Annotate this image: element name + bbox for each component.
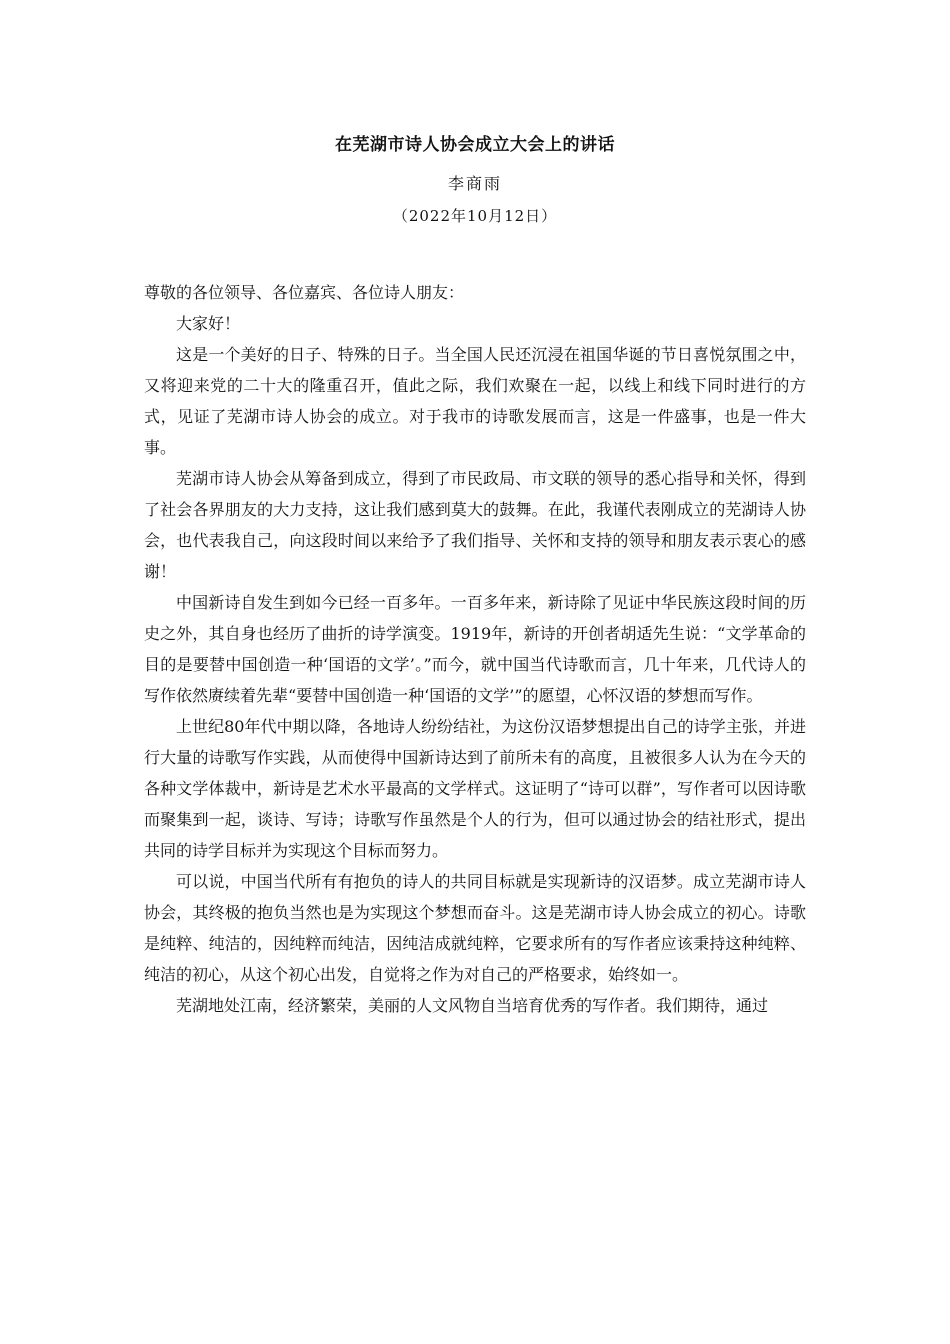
- speech-date: （2022年10月12日）: [392, 207, 558, 225]
- paragraph: 这是一个美好的日子、特殊的日子。当全国人民还沉浸在祖国华诞的节日喜悦氛围之中，又将迎来党的二十大的隆重召开，值此之际，我们欢聚在一起，以线上和线下同时进行的方式，见证了芜湖市诗人协会的成立。对于我市的诗歌发展而言，这是一件盛事，也是一件大事。: [144, 345, 806, 457]
- paragraph: 上世纪80年代中期以降，各地诗人纷纷结社，为这份汉语梦想提出自己的诗学主张，并进行大量的诗歌写作实践，从而使得中国新诗达到了前所未有的高度，且被很多人认为在今天的各种文学体裁中，新诗是艺术水平最高的文学样式。这证明了“诗可以群”，写作者可以因诗歌而聚集到一起，谈诗、写诗；诗歌写作虽然是个人的行为，但可以通过协会的结社形式，提出共同的诗学目标并为实现这个目标而努力。: [144, 717, 806, 860]
- paragraph-greeting: 大家好！: [176, 314, 241, 333]
- author-name: 李商雨: [447, 174, 502, 193]
- paragraph: 芜湖地处江南，经济繁荣，美丽的人文风物自当培育优秀的写作者。我们期待，通过: [176, 996, 769, 1015]
- document-body: [144, 277, 806, 1021]
- document-title: 在芜湖市诗人协会成立大会上的讲话: [335, 135, 615, 155]
- paragraph: 可以说，中国当代所有有抱负的诗人的共同目标就是实现新诗的汉语梦。成立芜湖市诗人协会，其终极的抱负当然也是为实现这个梦想而奋斗。这是芜湖市诗人协会成立的初心。诗歌是纯粹、纯洁的，因纯粹而纯洁，因纯洁成就纯粹，它要求所有的写作者应该秉持这种纯粹、纯洁的初心，从这个初心出发，自觉将之作为对自己的严格要求，始终如一。: [144, 872, 806, 984]
- paragraph: 芜湖市诗人协会从筹备到成立，得到了市民政局、市文联的领导的悉心指导和关怀，得到了社会各界朋友的大力支持，这让我们感到莫大的鼓舞。在此，我谨代表刚成立的芜湖诗人协会，也代表我自己，向这段时间以来给予了我们指导、关怀和支持的领导和朋友表示衷心的感谢！: [144, 469, 806, 581]
- salutation: 尊敬的各位领导、各位嘉宾、各位诗人朋友：: [144, 283, 465, 302]
- paragraph: 中国新诗自发生到如今已经一百多年。一百多年来，新诗除了见证中华民族这段时间的历史之外，其自身也经历了曲折的诗学演变。1919年，新诗的开创者胡适先生说：“文学革命的目的是要替中国创造一种‘国语的文学’。”而今，就中国当代诗歌而言，几十年来，几代诗人的写作依然赓续着先辈“要替中国创造一种‘国语的文学’”的愿望，心怀汉语的梦想而写作。: [144, 593, 806, 705]
